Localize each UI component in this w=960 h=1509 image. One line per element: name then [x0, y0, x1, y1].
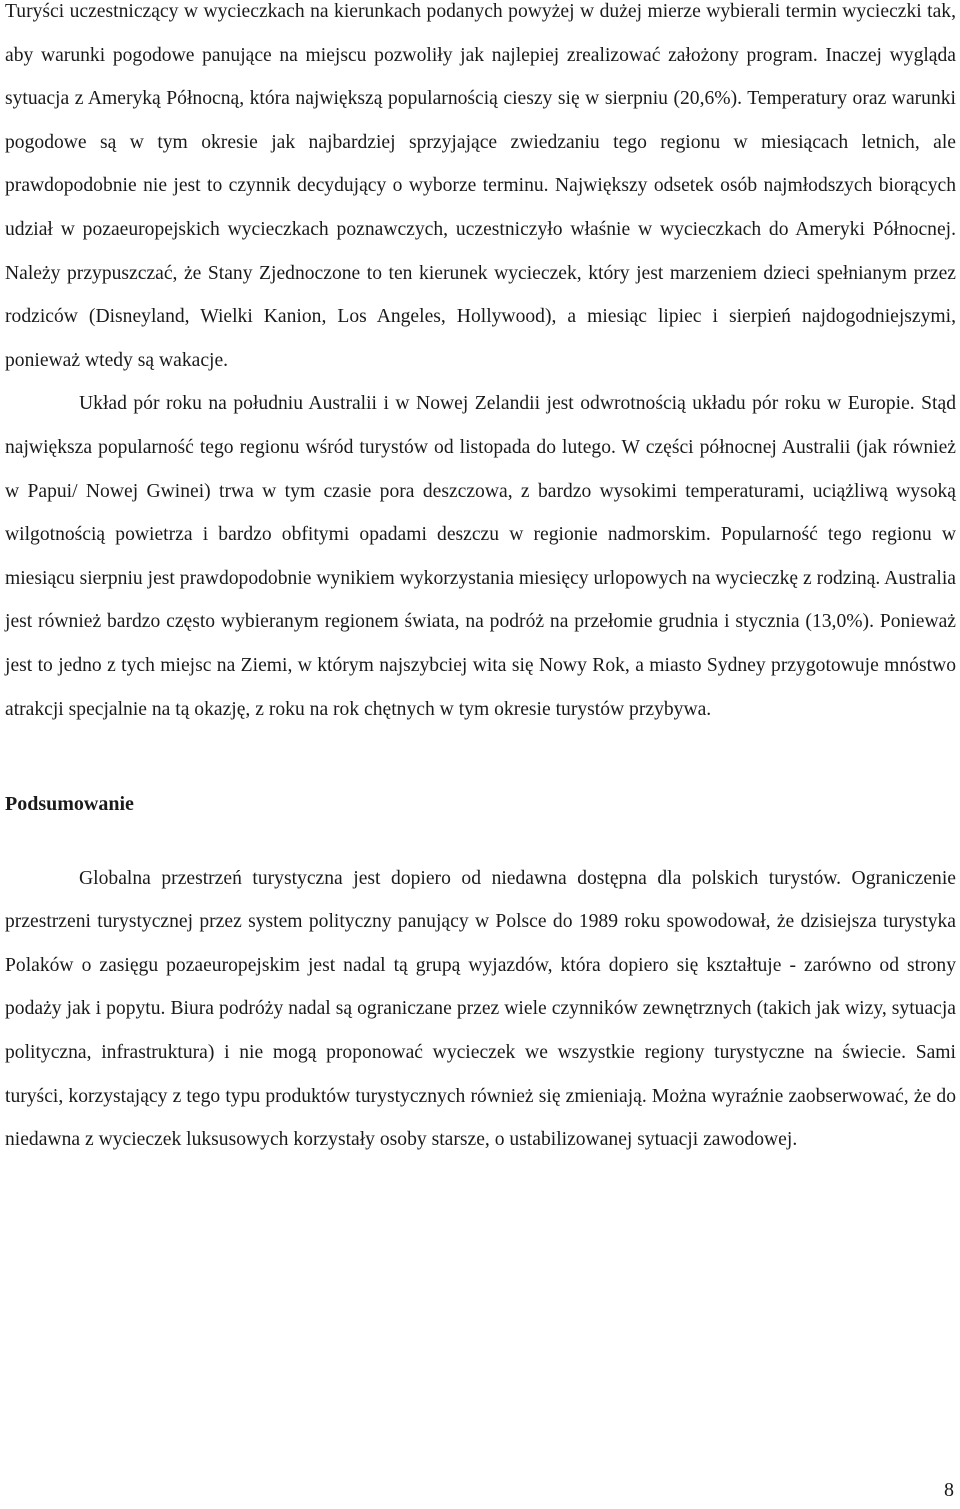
document-page [5, 0, 956, 1162]
section-heading-summary: Podsumowanie [5, 793, 134, 816]
heading-spacer [5, 827, 956, 857]
paragraph-summary: Globalna przestrzeń turystyczna jest dopiero od niedawna dostępna dla polskich turystów. Ograniczenie przestrzeni turystycznej przez system polityczny panujący w Polsce do 1989 roku spowodował, że dzisiejsza turystyka Polaków o zasięgu pozaeuropejskim jest nadal tą grupą wyjazdów, która dopiero się kształtuje - zarówno od strony podaży jak i popytu. Biura podróży nadal są ograniczane przez wiele czynników zewnętrznych (takich jak wizy, sytuacja polityczna, infrastruktura) i nie mogą proponować wycieczek we wszystkie regiony turystyczne na świecie. Sami turyści, korzystający z tego typu produktów turystycznych również się zmieniają. Można wyraźnie zaobserwować, że do niedawna z wycieczek luksusowych korzystały osoby starsze, o ustabilizowanej sytuacji zawodowej. [5, 867, 956, 1151]
section-spacer [5, 731, 956, 783]
paragraph-north-america: Turyści uczestniczący w wycieczkach na kierunkach podanych powyżej w dużej mierze wybierali termin wycieczki tak, aby warunki pogodowe panujące na miejscu pozwoliły jak najlepiej zrealizować założony program. Inaczej wygląda sytuacja z Ameryką Północną, która największą popularnością cieszy się w sierpniu (20,6%). Temperatury oraz warunki pogodowe są w tym okresie jak najbardziej sprzyjające zwiedzaniu tego regionu w miesiącach letnich, ale prawdopodobnie nie jest to czynnik decydujący o wyborze terminu. Największy odsetek osób najmłodszych biorących udział w pozaeuropejskich wycieczkach poznawczych, uczestniczyło właśnie w wycieczkach do Ameryki Północnej. Należy przypuszczać, że Stany Zjednoczone to ten kierunek wycieczek, który jest marzeniem dzieci spełnianym przez rodziców (Disneyland, Wielki Kanion, Los Angeles, Hollywood), a miesiąc lipiec i sierpień najdogodniejszymi, ponieważ wtedy są wakacje. [5, 1, 956, 371]
paragraph-australia: Układ pór roku na południu Australii i w Nowej Zelandii jest odwrotnością układu pór roku w Europie. Stąd największa popularność tego regionu wśród turystów od listopada do lutego. W części północnej Australii (jak również w Papui/ Nowej Gwinei) trwa w tym czasie pora deszczowa, z bardzo wysokimi temperaturami, uciążliwą wysoką wilgotnością powietrza i bardzo obfitymi opadami deszczu w regionie nadmorskim. Popularność tego regionu w miesiącu sierpniu jest prawdopodobnie wynikiem wykorzystania miesięcy urlopowych na wycieczkę z rodziną. Australia jest również bardzo często wybieranym regionem świata, na podróż na przełomie grudnia i stycznia (13,0%). Ponieważ jest to jedno z tych miejsc na Ziemi, w którym najszybciej wita się Nowy Rok, a miasto Sydney przygotowuje mnóstwo atrakcji specjalnie na tą okazję, z roku na rok chętnych w tym okresie turystów przybywa. [5, 393, 956, 720]
page-number: 8 [944, 1479, 954, 1501]
